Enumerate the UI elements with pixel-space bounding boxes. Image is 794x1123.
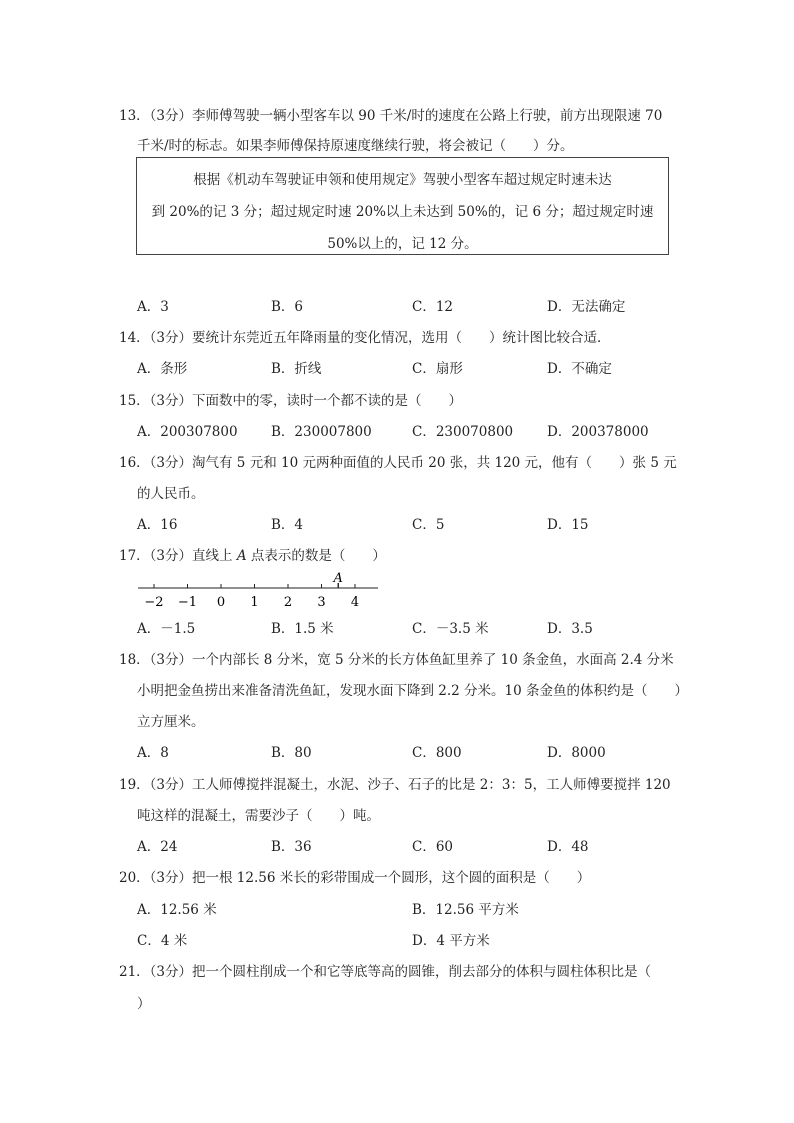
q20-option-c[interactable]: C．4 米 — [137, 933, 188, 949]
q18-stem-line2: 小明把金鱼捞出来准备清洗鱼缸，发现水面下降到 2.2 分米。10 条金鱼的体积约是（ ） — [137, 683, 689, 699]
q17-option-b[interactable]: B．1.5 米 — [271, 621, 334, 637]
q20-option-a[interactable]: A．12.56 米 — [137, 902, 217, 918]
number-line-tick-label: 0 — [216, 595, 226, 610]
q15-stem: 15．（3分）下面数中的零，读时一个都不读的是（ ） — [119, 393, 463, 409]
point-a-label: A — [333, 571, 343, 586]
number-line-tick-label: 3 — [317, 595, 326, 610]
number-line-tick-label: 2 — [283, 595, 293, 610]
q18-stem-line1: 18．（3分）一个内部长 8 分米，宽 5 分米的长方体鱼缸里养了 10 条金鱼，水面高 2.4 分米 — [119, 652, 674, 668]
q20-stem: 20．（3分）把一根 12.56 米长的彩带围成一个圆形，这个圆的面积是（ ） — [119, 870, 591, 886]
q19-option-c[interactable]: C．60 — [412, 839, 454, 855]
q18-option-b[interactable]: B．80 — [271, 745, 312, 761]
q15-option-b[interactable]: B．230007800 — [271, 424, 372, 440]
q16-stem-line1: 16．（3分）淘气有 5 元和 10 元两种面值的人民币 20 张，共 120 元，他有（ ）张 5 元 — [119, 455, 677, 471]
q16-option-b[interactable]: B．4 — [271, 517, 304, 533]
q13-option-a[interactable]: A．3 — [137, 299, 169, 315]
q14-option-a[interactable]: A．条形 — [137, 361, 188, 377]
q19-stem-line2: 吨这样的混凝土，需要沙子（ ）吨。 — [137, 808, 380, 824]
q18-stem-line3: 立方厘米。 — [137, 714, 205, 730]
q13-rule-box — [136, 157, 669, 255]
q14-option-d[interactable]: D．不确定 — [547, 361, 612, 377]
q13-stem-line2: 千米/时的标志。如果李师傅保持原速度继续行驶，将会被记（ ）分。 — [137, 138, 574, 154]
q13-option-b[interactable]: B．6 — [271, 299, 304, 315]
q20-option-b[interactable]: B．12.56 平方米 — [412, 902, 519, 918]
q20-option-d[interactable]: D．4 平方米 — [412, 933, 490, 949]
q13-option-d[interactable]: D．无法确定 — [547, 299, 626, 315]
q16-option-a[interactable]: A．16 — [137, 517, 178, 533]
q18-option-d[interactable]: D．8000 — [547, 745, 606, 761]
q18-option-a[interactable]: A．8 — [137, 745, 169, 761]
number-line-tick-label: 4 — [350, 595, 360, 610]
q14-option-c[interactable]: C．扇形 — [412, 361, 463, 377]
q19-option-a[interactable]: A．24 — [137, 839, 178, 855]
number-line-tick-label: 1 — [250, 595, 259, 610]
q16-stem-line2: 的人民币。 — [137, 486, 205, 502]
q17-option-d[interactable]: D．3.5 — [547, 621, 593, 637]
q18-option-c[interactable]: C．800 — [412, 745, 462, 761]
number-line-tick-label: −1 — [177, 595, 198, 610]
q13-option-c[interactable]: C．12 — [412, 299, 454, 315]
q14-stem: 14．（3分）要统计东莞近五年降雨量的变化情况，选用（ ）统计图比较合适． — [119, 330, 611, 346]
q15-option-c[interactable]: C．230070800 — [412, 424, 514, 440]
q17-stem — [119, 544, 386, 564]
q21-stem-line1: 21．（3分）把一个圆柱削成一个和它等底等高的圆锥，削去部分的体积与圆柱体积比是（ — [119, 964, 652, 980]
number-line-tick-label: −2 — [144, 595, 164, 610]
q17-option-c[interactable]: C．－3.5 米 — [412, 621, 489, 637]
q13-rule-line1: 根据《机动车驾驶证申领和使用规定》驾驶小型客车超过规定时速未达 — [193, 172, 612, 188]
q21-stem-line2: ） — [137, 996, 151, 1012]
q15-option-a[interactable]: A．200307800 — [137, 424, 238, 440]
q14-option-b[interactable]: B．折线 — [271, 361, 322, 377]
q17-stem-pre: 17．（3分）直线上 — [119, 548, 237, 564]
q13-rule-line2: 到 20%的记 3 分；超过规定时速 20%以上未达到 50%的，记 6 分；超过规定时速 — [151, 204, 654, 220]
q19-option-b[interactable]: B．36 — [271, 839, 312, 855]
q19-stem-line1: 19．（3分）工人师傅搅拌混凝土，水泥、沙子、石子的比是 2：3：5，工人师傅要搅拌 120 — [119, 777, 671, 793]
q16-option-c[interactable]: C．5 — [412, 517, 445, 533]
q17-number-line — [134, 566, 384, 612]
q16-option-d[interactable]: D．15 — [547, 517, 589, 533]
q13-stem-line1: 13．（3分）李师傅驾驶一辆小型客车以 90 千米/时的速度在公路上行驶，前方出现限速 70 — [119, 108, 663, 124]
q15-option-d[interactable]: D．200378000 — [547, 424, 649, 440]
q19-option-d[interactable]: D．48 — [547, 839, 589, 855]
q13-rule-line3: 50%以上的，记 12 分。 — [327, 236, 478, 252]
q17-option-a[interactable]: A．－1.5 — [137, 621, 196, 637]
q17-stem-var: A — [236, 548, 247, 564]
q17-stem-post: 点表示的数是（ ） — [246, 548, 386, 564]
